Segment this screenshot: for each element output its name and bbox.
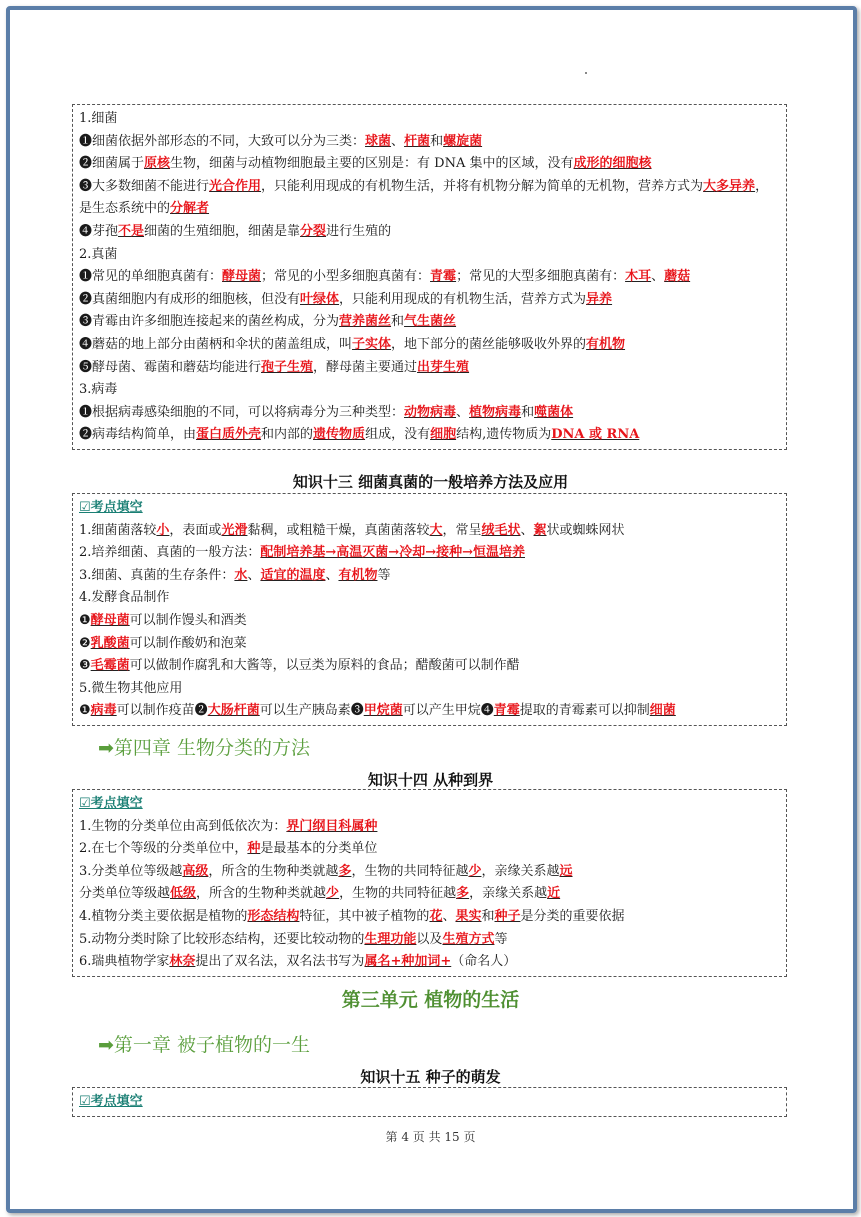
text-segment: 3.病毒: [79, 382, 118, 398]
answer-keyword: 多: [338, 863, 352, 879]
answer-keyword: 蘑菇: [664, 269, 691, 285]
text-segment: 和: [521, 404, 535, 420]
text-line: [79, 244, 780, 267]
text-segment: 2.培养细菌、真菌的一般方法：: [79, 545, 261, 561]
text-segment: 组成，没有: [365, 427, 431, 443]
text-line: [79, 424, 780, 447]
text-segment: ❷真菌细胞内有成形的细胞核，但没有: [79, 291, 301, 307]
text-segment: 提取的青霉素可以抑制: [519, 703, 650, 719]
text-segment: ；常见的小型多细胞真菌有：: [261, 269, 431, 285]
text-segment: ❶根据病毒感染细胞的不同，可以将病毒分为三种类型：: [79, 404, 405, 420]
text-line: [79, 838, 780, 861]
text-segment: 可以做制作腐乳和大酱等，以豆类为原料的食品；醋酸菌可以制作醋: [129, 658, 520, 674]
text-line: [79, 587, 780, 610]
text-line: [79, 266, 780, 289]
heading-knowledge-15: 知识十五 种子的萌发: [360, 1068, 501, 1086]
text-segment: ，亲缘关系越: [481, 863, 560, 879]
text-line: [79, 379, 780, 402]
text-segment: 细菌的生殖细胞，细菌是靠: [144, 223, 301, 239]
text-segment: 可以制作馒头和酒类: [129, 612, 247, 628]
text-line: [79, 906, 780, 929]
text-segment: （命名人）: [451, 954, 517, 970]
text-line: [79, 289, 780, 312]
text-segment: ❶细菌依据外部形态的不同，大致可以分为三类：: [79, 133, 366, 149]
answer-keyword: 林奈: [169, 954, 196, 970]
answer-keyword: 异养: [586, 291, 613, 307]
text-segment: ❸青霉由许多细胞连接起来的菌丝构成，分为: [79, 314, 340, 330]
text-segment: ❶常见的单细胞真菌有：: [79, 269, 223, 285]
chapter-1-title: ➡第一章 被子植物的一生: [98, 1034, 310, 1056]
answer-keyword: DNA 或 RNA: [551, 427, 640, 443]
answer-keyword: 适宜的温度: [260, 567, 326, 583]
answer-keyword: 原核: [144, 156, 171, 172]
answer-keyword: 配制培养基→高温灭菌→冷却→接种→恒温培养: [260, 545, 525, 561]
text-segment: ❹蘑菇的地上部分由菌柄和伞状的菌盖组成，叫: [79, 336, 353, 352]
text-segment: 等: [377, 567, 391, 583]
text-segment: ，所含的生物种类就越: [208, 863, 339, 879]
text-segment: 分类单位等级越: [79, 886, 171, 902]
answer-keyword: 螺旋菌: [443, 133, 483, 149]
text-segment: ，酵母菌主要通过: [313, 359, 418, 375]
text-segment: ，是生态系统中的: [79, 178, 769, 217]
answer-keyword: 近: [547, 886, 561, 902]
text-segment: ，所含的生物种类就越: [196, 886, 327, 902]
answer-keyword: 种子: [494, 908, 521, 924]
text-line: [79, 497, 780, 520]
section-microorganisms: [72, 104, 787, 450]
answer-keyword: 界门纲目科属种: [286, 818, 378, 834]
answer-keyword: 遗传物质: [313, 427, 366, 443]
answer-keyword: 绒毛状: [481, 522, 521, 538]
text-segment: ，只能利用现成的有机物生活，并将有机物分解为简单的无机物，营养方式为: [261, 178, 704, 194]
text-segment: 、: [391, 133, 405, 149]
text-segment: 是最基本的分类单位: [260, 841, 378, 857]
text-line: [79, 678, 780, 701]
unit-3-title: 第三单元 植物的生活: [341, 989, 520, 1011]
answer-keyword: 营养菌丝: [339, 314, 392, 330]
text-segment: 1.生物的分类单位由高到低依次为：: [79, 818, 287, 834]
text-segment: ；常见的大型多细胞真菌有：: [456, 269, 626, 285]
answer-keyword: 果实: [455, 908, 482, 924]
answer-keyword: 大多异养: [703, 178, 756, 194]
answer-keyword: 叶绿体: [300, 291, 340, 307]
text-line: [79, 221, 780, 244]
text-segment: 3.细菌、真菌的生存条件：: [79, 567, 235, 583]
answer-keyword: 青霉: [493, 703, 520, 719]
answer-keyword: 水: [234, 567, 248, 583]
text-line: [79, 176, 780, 221]
answer-keyword: 噬菌体: [534, 404, 574, 420]
answer-keyword: 气生菌丝: [404, 314, 457, 330]
text-segment: 以及: [416, 931, 443, 947]
text-segment: 和: [481, 908, 495, 924]
text-segment: 3.分类单位等级越: [79, 863, 183, 879]
text-segment: ，亲缘关系越: [469, 886, 548, 902]
text-segment: 可以生产胰岛素❸: [259, 703, 364, 719]
text-segment: 是分类的重要依据: [520, 908, 625, 924]
text-segment: 和内部的: [261, 427, 314, 443]
text-segment: ❸: [79, 658, 91, 674]
text-segment: ，地下部分的菌丝能够吸收外界的: [391, 336, 587, 352]
answer-keyword: 孢子生殖: [261, 359, 314, 375]
text-segment: ❷: [79, 635, 91, 651]
text-line: [79, 861, 780, 884]
text-line: [79, 311, 780, 334]
text-line: [79, 883, 780, 906]
text-segment: ❺酵母菌、霉菌和蘑菇均能进行: [79, 359, 262, 375]
text-segment: 黏稠，或粗糙干燥，真菌菌落较: [247, 522, 430, 538]
text-segment: ，只能利用现成的有机物生活，营养方式为: [339, 291, 587, 307]
text-segment: 进行生殖的: [326, 223, 392, 239]
answer-keyword: 子实体: [352, 336, 392, 352]
text-line: [79, 633, 780, 656]
text-segment: ❹芽孢: [79, 223, 119, 239]
answer-keyword: 花: [429, 908, 443, 924]
answer-keyword: 杆菌: [404, 133, 431, 149]
chapter-4-title: ➡第四章 生物分类的方法: [98, 737, 310, 759]
text-segment: 结构,遗传物质为: [456, 427, 552, 443]
answer-keyword: 乳酸菌: [90, 635, 130, 651]
text-segment: 、: [456, 404, 470, 420]
text-segment: 、: [520, 522, 534, 538]
text-segment: 和: [430, 133, 444, 149]
text-segment: 4.发酵食品制作: [79, 590, 170, 606]
text-segment: 可以制作酸奶和泡菜: [129, 635, 247, 651]
answer-keyword: 细胞: [430, 427, 457, 443]
answer-keyword: 大肠杆菌: [207, 703, 260, 719]
answer-keyword: 不是: [118, 223, 145, 239]
text-line: [79, 334, 780, 357]
answer-keyword: 光滑: [221, 522, 248, 538]
text-line: [79, 357, 780, 380]
text-segment: 特征，其中被子植物的: [299, 908, 430, 924]
text-line: [79, 610, 780, 633]
section-seed-germination: [72, 1087, 787, 1117]
answer-keyword: 低级: [170, 886, 197, 902]
text-segment: 和: [391, 314, 405, 330]
text-segment: 1.细菌菌落较: [79, 522, 157, 538]
text-line: [79, 565, 780, 588]
text-segment: ，常呈: [442, 522, 482, 538]
text-line: [79, 542, 780, 565]
text-segment: ，表面或: [169, 522, 222, 538]
text-segment: ，生物的共同特征越: [351, 863, 469, 879]
answer-keyword: 蛋白质外壳: [196, 427, 262, 443]
text-segment: 6.瑞典植物学家: [79, 954, 170, 970]
text-line: [79, 402, 780, 425]
text-line: [79, 816, 780, 839]
heading-knowledge-13: 知识十三 细菌真菌的一般培养方法及应用: [292, 473, 569, 491]
text-line: [79, 153, 780, 176]
text-segment: 2.真菌: [79, 246, 118, 262]
text-segment: ❶: [79, 612, 91, 628]
text-line: [79, 793, 780, 816]
answer-keyword: 成形的细胞核: [573, 156, 652, 172]
text-line: [79, 1091, 780, 1114]
answer-keyword: 生理功能: [364, 931, 417, 947]
answer-keyword: 光合作用: [209, 178, 262, 194]
answer-keyword: 酵母菌: [90, 612, 130, 628]
speck: [585, 72, 587, 74]
text-segment: ❸大多数细菌不能进行: [79, 178, 210, 194]
text-line: [79, 131, 780, 154]
answer-keyword: 絮: [533, 522, 547, 538]
text-segment: 、: [651, 269, 665, 285]
text-line: [79, 108, 780, 131]
text-segment: 提出了双名法，双名法书写为: [195, 954, 365, 970]
answer-keyword: 有机物: [338, 567, 378, 583]
answer-keyword: 动物病毒: [404, 404, 457, 420]
answer-keyword: 属名+种加词+: [364, 954, 452, 970]
answer-keyword: 球菌: [365, 133, 392, 149]
answer-keyword: 分裂: [300, 223, 327, 239]
text-line: [79, 655, 780, 678]
answer-keyword: 出芽生殖: [417, 359, 470, 375]
text-segment: 可以制作疫苗❷: [116, 703, 208, 719]
answer-keyword: 细菌: [649, 703, 676, 719]
checkbox-tag-label: ☑考点填空: [79, 500, 143, 515]
text-segment: 可以产生甲烷❹: [402, 703, 494, 719]
answer-keyword: 生殖方式: [442, 931, 495, 947]
answer-keyword: 木耳: [625, 269, 652, 285]
text-segment: 、: [442, 908, 456, 924]
text-segment: ，生物的共同特征越: [339, 886, 457, 902]
text-segment: ❶: [79, 703, 91, 719]
answer-keyword: 少: [326, 886, 340, 902]
text-line: [79, 700, 780, 723]
heading-knowledge-14: 知识十四 从种到界: [367, 771, 494, 789]
answer-keyword: 有机物: [586, 336, 626, 352]
text-segment: 状或蜘蛛网状: [546, 522, 625, 538]
section-classification: [72, 789, 787, 977]
answer-keyword: 病毒: [90, 703, 117, 719]
text-line: [79, 520, 780, 543]
checkbox-tag-label: ☑考点填空: [79, 1094, 143, 1109]
answer-keyword: 甲烷菌: [363, 703, 403, 719]
checkbox-tag-label: ☑考点填空: [79, 796, 143, 811]
page-footer: 第 4 页 共 15 页: [385, 1130, 476, 1144]
text-segment: 5.微生物其他应用: [79, 680, 183, 696]
answer-keyword: 少: [468, 863, 482, 879]
text-segment: 、: [325, 567, 339, 583]
answer-keyword: 种: [247, 841, 261, 857]
text-segment: 等: [494, 931, 508, 947]
answer-keyword: 形态结构: [247, 908, 300, 924]
text-segment: 1.细菌: [79, 111, 118, 126]
text-segment: 2.在七个等级的分类单位中，: [79, 841, 248, 857]
text-line: [79, 929, 780, 952]
section-culture-methods: [72, 493, 787, 726]
answer-keyword: 毛霉菌: [90, 658, 130, 674]
answer-keyword: 高级: [182, 863, 209, 879]
text-segment: 4.植物分类主要依据是植物的: [79, 908, 248, 924]
answer-keyword: 分解者: [170, 201, 210, 217]
answer-keyword: 青霉: [430, 269, 457, 285]
text-segment: 生物，细菌与动植物细胞最主要的区别是：有 DNA 集中的区域，没有: [170, 156, 574, 172]
answer-keyword: 多: [456, 886, 470, 902]
answer-keyword: 酵母菌: [222, 269, 262, 285]
answer-keyword: 植物病毒: [469, 404, 522, 420]
text-segment: 5.动物分类时除了比较形态结构，还要比较动物的: [79, 931, 365, 947]
answer-keyword: 大: [429, 522, 443, 538]
text-segment: ❷病毒结构简单，由: [79, 427, 197, 443]
answer-keyword: 远: [559, 863, 573, 879]
answer-keyword: 小: [156, 522, 170, 538]
text-line: [79, 951, 780, 974]
text-segment: ❷细菌属于: [79, 156, 145, 172]
text-segment: 、: [247, 567, 261, 583]
